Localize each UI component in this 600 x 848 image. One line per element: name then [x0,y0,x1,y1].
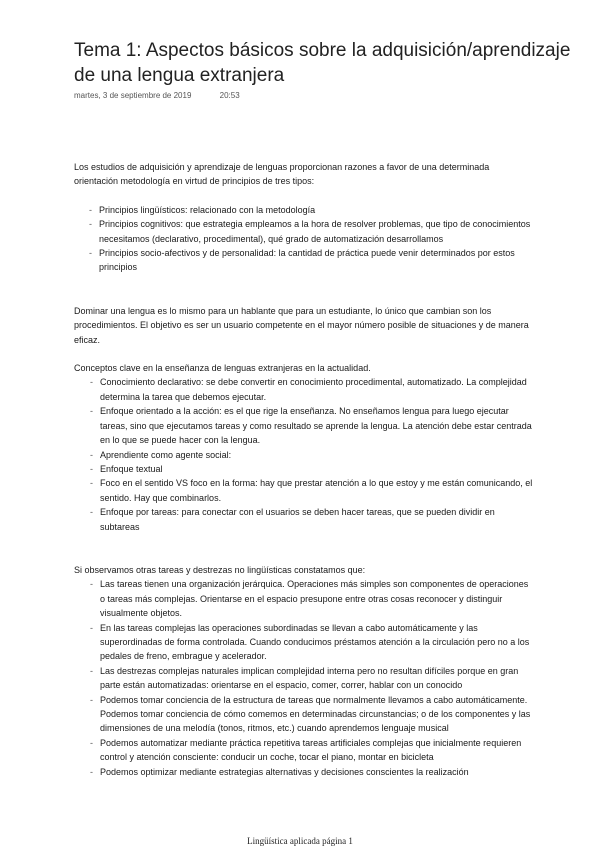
tasks-list [74,577,534,779]
key-concepts-list [74,375,534,533]
section1-intro: Los estudios de adquisición y aprendizaje de lenguas proporcionan razones a favor de una determinada orientación metodología en virtud de principios de tres tipos: [74,162,490,187]
list-item: - Enfoque textual [74,462,534,476]
list-item: - Las destrezas complejas naturales implican complejidad interna pero no resultan difíciles porque en gran parte están automatizadas: orientarse en el espacio, comer, correr, hablar con un conocido [74,664,534,693]
list-item: - Enfoque orientado a la acción: es el que rige la enseñanza. No enseñamos lengua para luego ejecutar tareas, sino que ejecutamos tareas y como resultado se aprende la lengua. La atención debe estar centrada en lo que se puede hacer con la lengua. [74,404,534,447]
list-item: - Conocimiento declarativo: se debe convertir en conocimiento procedimental, automatizado. La complejidad determina la tarea que debemos ejecutar. [74,375,534,404]
list-item: - En las tareas complejas las operaciones subordinadas se llevan a cabo automáticamente y las superordinadas de forma controlada. Cuando conducimos préstamos atención a la circulación pero no a los pedales de freno, embrague y acelerador. [74,621,534,664]
section4-intro: Si observamos otras tareas y destrezas no lingüísticas constatamos que: [74,564,366,575]
list-item: - Las tareas tienen una organización jerárquica. Operaciones más simples son componentes de operaciones o tareas más complejas. Orientarse en el espacio presupone entre otras cosas reconocer y distinguir visualmente objetos. [74,577,534,620]
list-item: - Podemos tomar conciencia de la estructura de tareas que normalmente llevamos a cabo automáticamente. Podemos tomar conciencia de cómo comemos en determinadas circunstancias; o de los componentes y las dimensiones de una melodía (tonos, ritmos, etc.) cuando aprendemos lenguaje musical [74,693,534,736]
list-item: - Podemos automatizar mediante práctica repetitiva tareas artificiales complejas que inicialmente requieren control y atención consciente: conducir un coche, tocar el piano, montar en bicicleta [74,736,534,765]
list-item: - Foco en el sentido VS foco en la forma: hay que prestar atención a lo que estoy y me están comunicando, el sentido. Hay que combinarlos. [74,476,534,505]
list-item: - Principios lingüísticos: relacionado con la metodología [74,203,534,217]
list-item: - Principios socio-afectivos y de personalidad: la cantidad de práctica puede venir determinados por estos principios [74,246,534,275]
note-time: 20:53 [219,91,240,100]
note-metadata [74,91,266,100]
page-footer: Lingüística aplicada página 1 [247,836,353,846]
list-item: - Principios cognitivos: que estrategia empleamos a la hora de resolver problemas, que tipo de conocimientos necesitamos (declarativo, procedimental), qué grado de automatización desarrollamos [74,217,534,246]
note-date: martes, 3 de septiembre de 2019 [74,91,192,100]
list-item: - Enfoque por tareas: para conectar con el usuarios se deben hacer tareas, que se pueden dividir en subtareas [74,505,534,534]
principles-list [74,203,534,275]
section3-intro: Conceptos clave en la enseñanza de lenguas extranjeras en la actualidad. [74,363,371,374]
list-item: - Podemos optimizar mediante estrategias alternativas y decisiones conscientes la realización [74,765,534,779]
note-body [74,160,534,779]
page-title: Tema 1: Aspectos básicos sobre la adquisición/aprendizaje de una lengua extranjera [74,40,571,86]
list-item: - Aprendiente como agente social: [74,448,534,462]
section2-paragraph: Dominar una lengua es lo mismo para un hablante que para un estudiante, lo único que cambian son los procedimientos. El objetivo es ser un usuario competente en el mayor número posible de situaciones y de manera eficaz. [74,305,529,345]
